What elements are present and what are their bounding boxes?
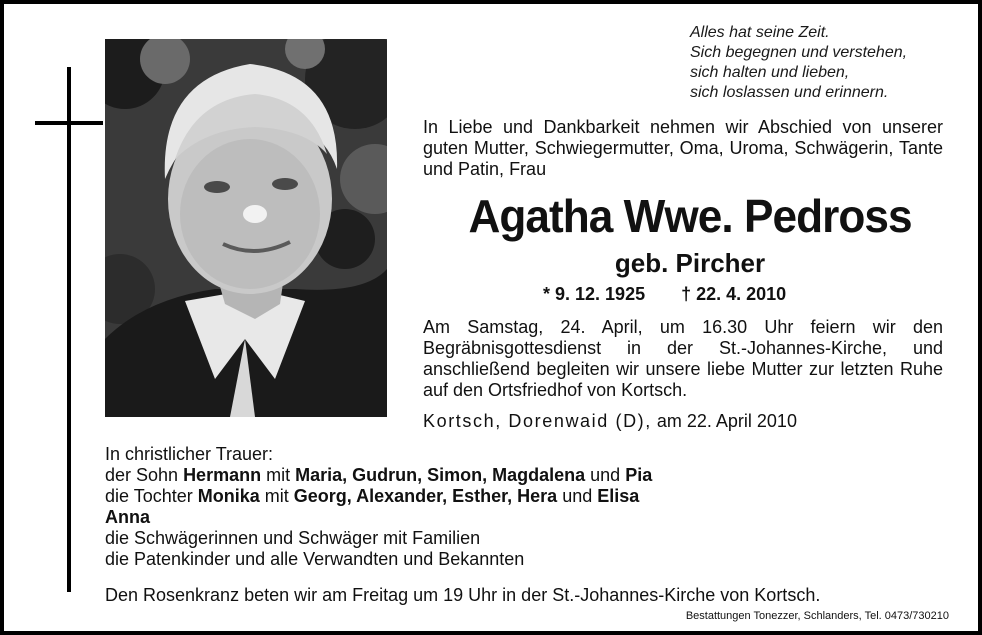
- rosary-notice: Den Rosenkranz beten wir am Freitag um 19 Uhr in der St.-Johannes-Kirche von Kortsch.: [105, 585, 821, 605]
- place-date-text: am 22. April 2010: [651, 411, 797, 431]
- mourner-siblings-line: die Schwägerinnen und Schwäger mit Familien: [105, 528, 481, 548]
- mourners-heading: In christlicher Trauer:: [105, 444, 274, 464]
- poem-line: sich halten und lieben,: [690, 64, 850, 81]
- deceased-name: Agatha Wwe. Pedross: [468, 190, 912, 242]
- mourner-daughter-line: [105, 486, 885, 507]
- daughter-prefix: die Tochter: [105, 486, 198, 506]
- daughter-with: mit: [259, 486, 294, 506]
- mourners-list: [105, 444, 885, 570]
- daughter-last: Elisa: [597, 486, 640, 506]
- daughter-name: Monika: [197, 486, 260, 506]
- poem: [690, 23, 907, 103]
- extra-name: Anna: [105, 507, 150, 527]
- son-name: Hermann: [183, 465, 262, 485]
- poem-line: sich loslassen und erinnern.: [690, 84, 889, 101]
- son-family: Maria, Gudrun, Simon, Magdalena: [295, 465, 586, 485]
- son-and: und: [585, 465, 626, 485]
- service-text: Am Samstag, 24. April, um 16.30 Uhr feiern wir den Begräbnisgottesdienst in der St.-Johannes-Kirche, und anschließend begleiten wir unsere liebe Mutter zur letzten Ruhe auf den Ortsfriedhof von Kortsch.: [423, 317, 943, 400]
- cross-icon-bar: [35, 121, 103, 125]
- birth-date: * 9. 12. 1925: [543, 284, 646, 304]
- poem-line: Alles hat seine Zeit.: [690, 24, 830, 41]
- place-town: Kortsch, Dorenwaid (D),: [423, 411, 652, 431]
- undertaker-credit: Bestattungen Tonezzer, Schlanders, Tel. 0473/730210: [685, 610, 949, 622]
- poem-line: Sich begegnen und verstehen,: [690, 44, 908, 61]
- death-date: † 22. 4. 2010: [681, 284, 787, 304]
- life-dates: [543, 283, 786, 305]
- cross-icon: [67, 67, 71, 592]
- son-last: Pia: [625, 465, 653, 485]
- daughter-family: Georg, Alexander, Esther, Hera: [293, 486, 558, 506]
- maiden-name: geb. Pircher: [614, 248, 766, 278]
- mourner-godchildren-line: die Patenkinder und alle Verwandten und Bekannten: [105, 549, 525, 569]
- son-prefix: der Sohn: [105, 465, 184, 485]
- mourner-extra-line: [105, 507, 885, 528]
- daughter-and: und: [557, 486, 598, 506]
- place-date: [423, 410, 797, 432]
- portrait-photo: [105, 39, 387, 417]
- son-with: mit: [261, 465, 296, 485]
- intro-text: In Liebe und Dankbarkeit nehmen wir Abschied von unserer guten Mutter, Schwiegermutter, Oma, Uroma, Schwägerin, Tante und Patin, Frau: [423, 117, 943, 179]
- mourner-son-line: [105, 465, 885, 486]
